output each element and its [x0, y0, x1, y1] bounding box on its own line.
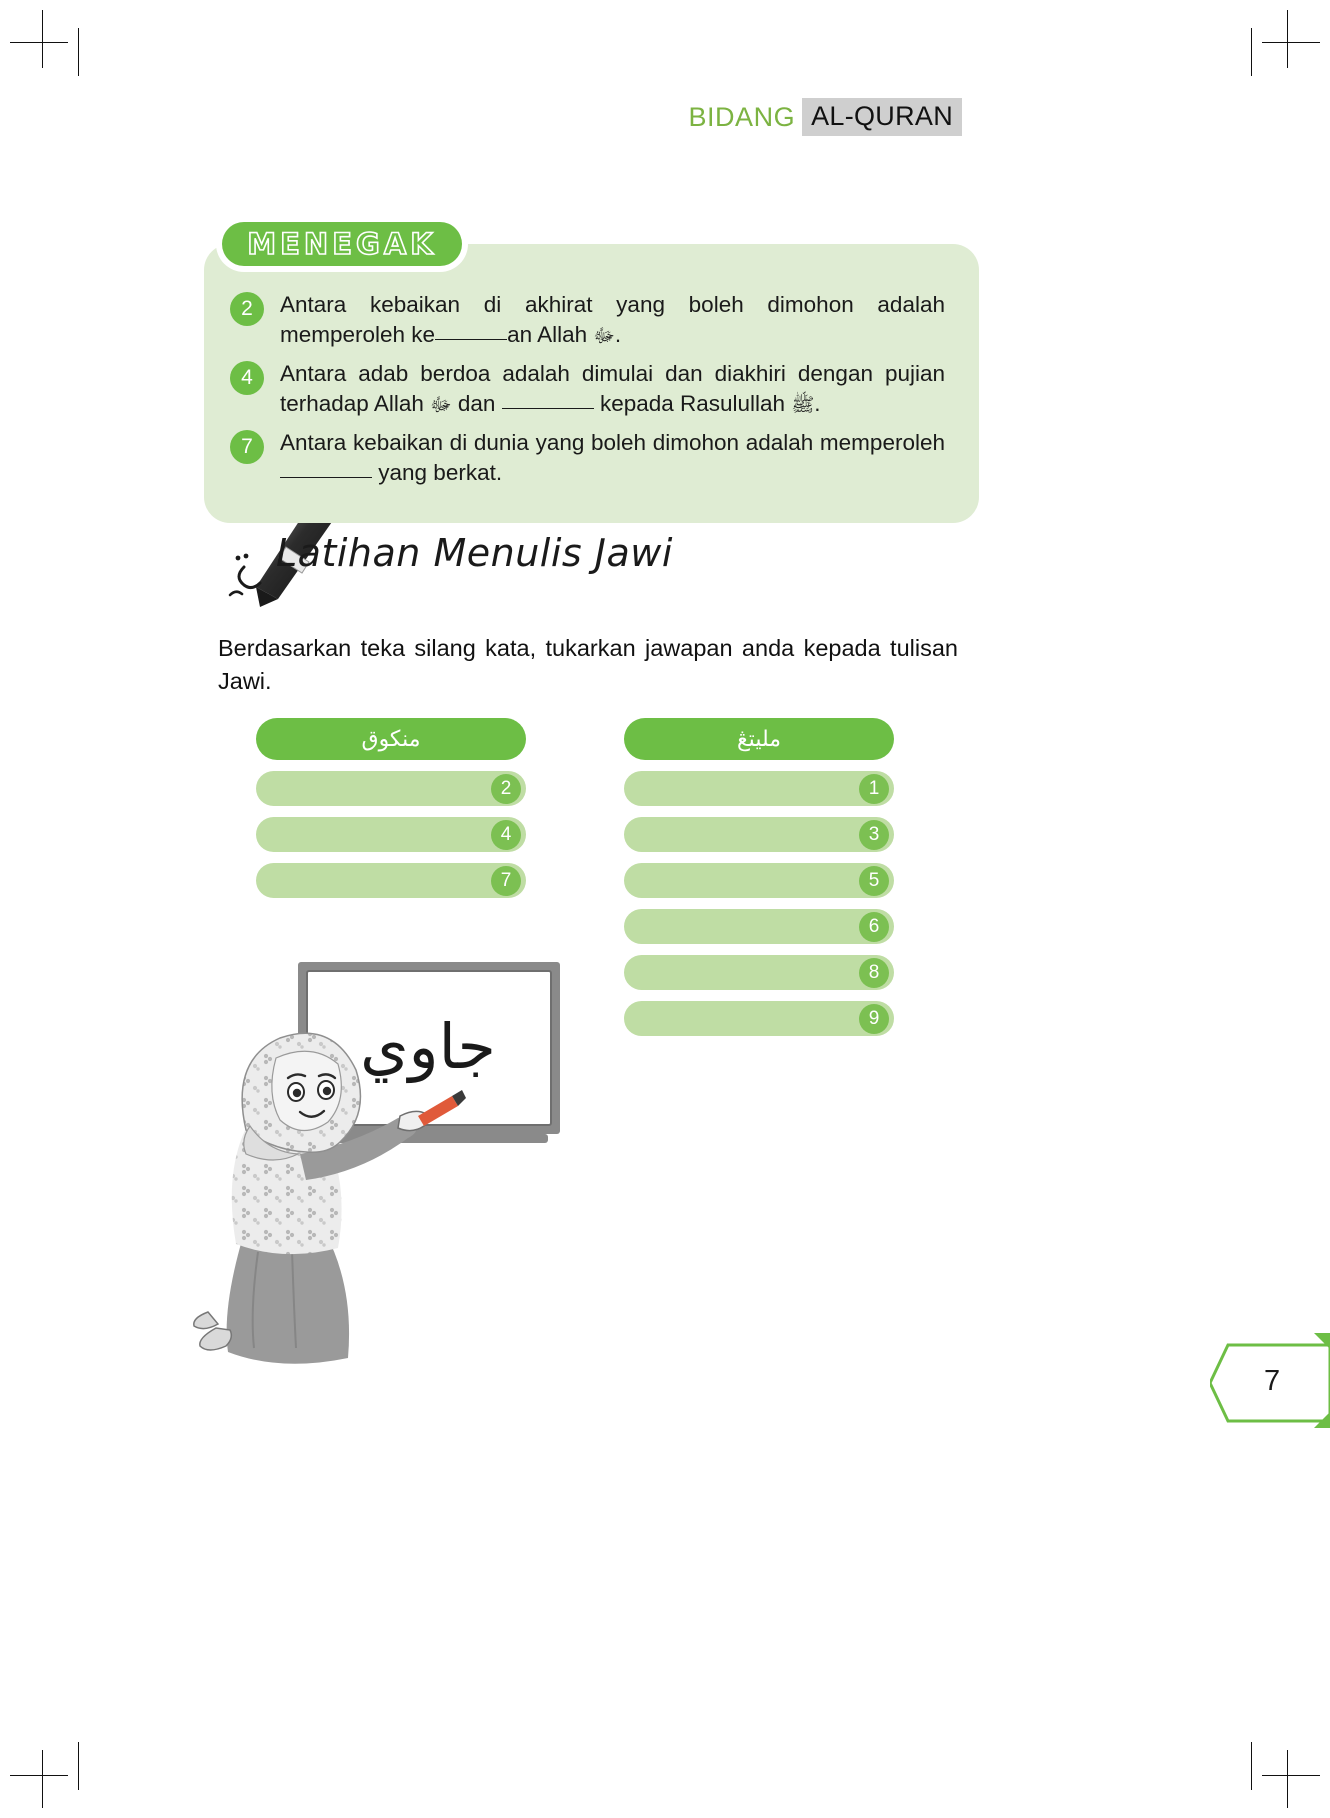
illustration-svg	[150, 940, 580, 1370]
answer-row-number: 3	[859, 820, 889, 850]
answer-row[interactable]	[624, 909, 894, 944]
page-header	[0, 98, 1330, 136]
question-row	[230, 290, 945, 350]
subject-badge: AL-QURAN	[802, 98, 962, 136]
answer-row[interactable]	[256, 817, 526, 852]
column-heading: مليتڠ	[624, 718, 894, 760]
question-row	[230, 428, 945, 488]
question-text-part: Antara kebaikan di akhirat yang boleh dimohon adalah memperoleh ke	[280, 292, 945, 347]
question-text	[280, 290, 945, 350]
crop-mark	[1262, 1775, 1320, 1776]
answer-row-number: 5	[859, 866, 889, 896]
answer-row[interactable]	[624, 1001, 894, 1036]
menegak-tab-label: MENEGAK	[247, 227, 437, 261]
question-text	[280, 359, 945, 419]
question-text-part: .	[814, 390, 821, 416]
menegak-section	[204, 222, 979, 523]
answer-row-number: 1	[859, 774, 889, 804]
answer-row[interactable]	[624, 771, 894, 806]
question-text	[280, 428, 945, 488]
question-number-badge: 4	[230, 361, 264, 395]
answer-row-number: 6	[859, 912, 889, 942]
answer-row[interactable]	[624, 817, 894, 852]
crop-mark	[42, 1750, 43, 1808]
question-text-part: an Allah	[507, 321, 588, 347]
answer-row-number: 4	[491, 820, 521, 850]
answer-blank[interactable]	[435, 339, 507, 340]
column-heading: منكوق	[256, 718, 526, 760]
question-text-part: yang berkat.	[378, 459, 503, 485]
question-text-part: .	[614, 321, 622, 347]
rasul-honorific-icon: ﷺ	[791, 393, 815, 416]
bidang-label: BIDANG	[688, 101, 796, 132]
answer-row[interactable]	[256, 863, 526, 898]
jawi-practice-title: Latihan Menulis Jawi	[276, 531, 673, 575]
crop-mark	[10, 1775, 68, 1776]
answer-row[interactable]	[256, 771, 526, 806]
crop-mark	[42, 10, 43, 68]
answer-blank[interactable]	[280, 477, 372, 478]
question-number-badge: 2	[230, 292, 264, 326]
question-number-badge: 7	[230, 430, 264, 464]
crop-mark	[1287, 1750, 1288, 1808]
crop-mark	[1251, 1742, 1252, 1790]
answer-row-number: 8	[859, 958, 889, 988]
jawi-column-menegak	[256, 718, 526, 898]
crop-mark	[10, 42, 68, 43]
answer-row[interactable]	[624, 955, 894, 990]
crop-mark	[1251, 28, 1252, 76]
menegak-panel	[204, 244, 979, 523]
menegak-tab	[222, 222, 462, 266]
answer-row-number: 2	[491, 774, 521, 804]
answer-blank[interactable]	[502, 408, 594, 409]
answer-row-number: 9	[859, 1004, 889, 1034]
question-text-part: Antara adab berdoa adalah dimulai dan diakhiri dengan pujian terhadap Allah	[280, 360, 945, 416]
jawi-column-melintang	[624, 718, 894, 1036]
answer-row[interactable]	[624, 863, 894, 898]
allah-honorific-icon: ﷻ	[430, 393, 452, 416]
answer-row-number: 7	[491, 866, 521, 896]
crop-mark	[78, 28, 79, 76]
page-number: 7	[1264, 1365, 1281, 1397]
whiteboard-word: جاوي	[360, 1010, 496, 1083]
page-number-tab	[1210, 1333, 1330, 1428]
question-row	[230, 359, 945, 419]
question-text-part: Antara kebaikan di dunia yang boleh dimohon adalah memperoleh	[280, 429, 945, 455]
crop-mark	[78, 1742, 79, 1790]
crop-mark	[1262, 42, 1320, 43]
question-text-part: dan	[457, 390, 496, 416]
illustration-girl-writing-jawi	[150, 940, 580, 1370]
question-text-part: kepada Rasulullah	[599, 390, 786, 416]
crop-mark	[1287, 10, 1288, 68]
instruction-text: Berdasarkan teka silang kata, tukarkan jawapan anda kepada tulisan Jawi.	[218, 635, 958, 695]
girl-foot	[200, 1328, 232, 1350]
allah-honorific-icon: ﷻ	[593, 324, 615, 347]
